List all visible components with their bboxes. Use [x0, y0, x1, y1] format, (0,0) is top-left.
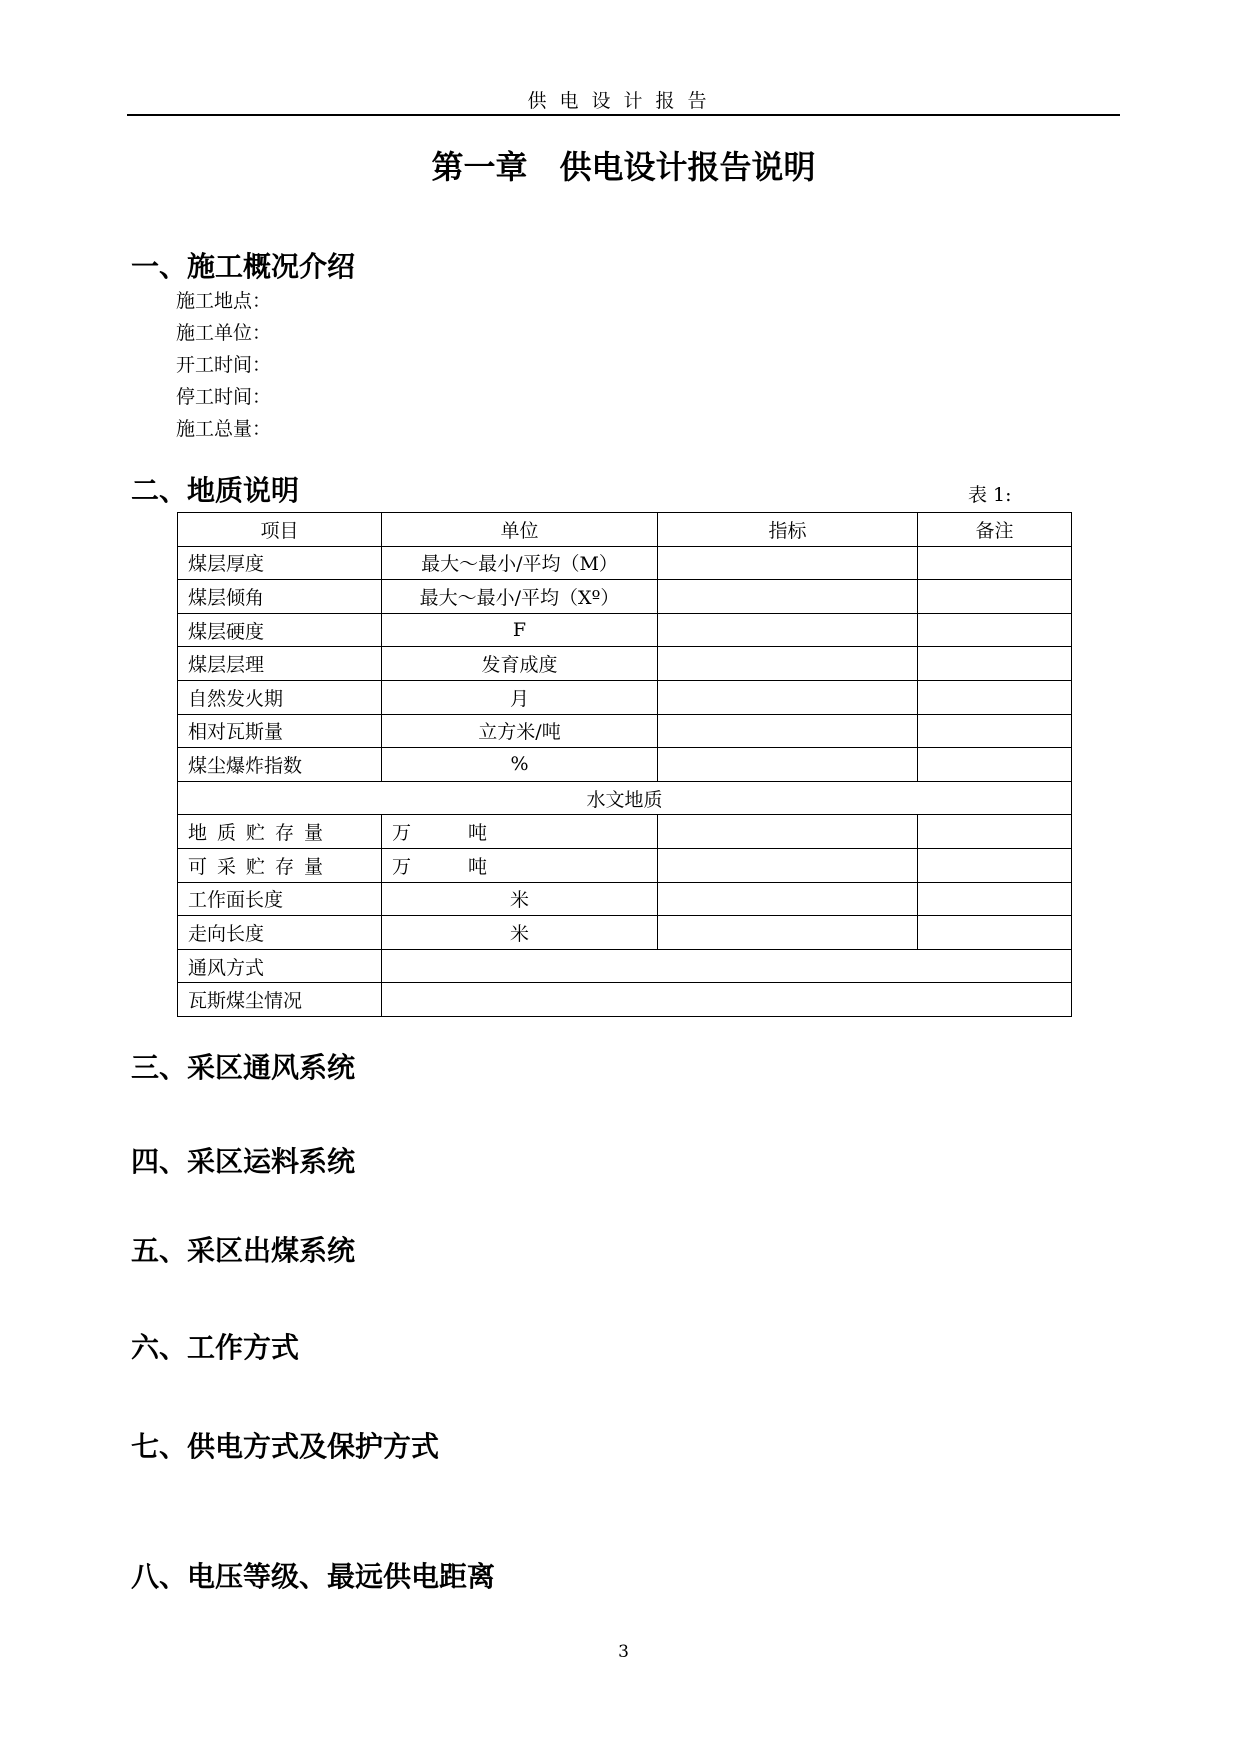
table-row [178, 748, 1072, 782]
row-item: 走向长度 [178, 916, 382, 950]
row-remarks-cell [918, 815, 1072, 849]
row-unit: 万 吨 [382, 815, 658, 849]
row-unit: 立方米/吨 [382, 714, 658, 748]
row-remarks-cell [918, 848, 1072, 882]
header-divider [127, 114, 1120, 116]
row-item: 自然发火期 [178, 680, 382, 714]
table-row [178, 882, 1072, 916]
row-indicator-cell [658, 680, 918, 714]
field-construction-unit: 施工单位： [176, 322, 272, 344]
row-item: 地质贮存量 [178, 815, 382, 849]
row-item: 煤层厚度 [178, 546, 382, 580]
field-stop-time: 停工时间： [176, 386, 272, 408]
row-item: 煤层硬度 [178, 613, 382, 647]
row-unit: 万 吨 [382, 848, 658, 882]
row-unit: F [382, 613, 658, 647]
table-row [178, 815, 1072, 849]
running-header: 供电设计报告 [527, 90, 720, 112]
row-remarks-cell [918, 546, 1072, 580]
row-indicator-cell [658, 748, 918, 782]
table-section-row [178, 781, 1072, 815]
row-unit: % [382, 748, 658, 782]
row-item: 煤层倾角 [178, 580, 382, 614]
table-row [178, 680, 1072, 714]
row-unit: 最大～最小/平均（Xº） [382, 580, 658, 614]
row-unit: 发育成度 [382, 647, 658, 681]
header-unit: 单位 [382, 513, 658, 547]
geology-table [177, 512, 1072, 1017]
section-heading-voltage-distance: 八、电压等级、最远供电距离 [131, 1560, 496, 1593]
field-construction-site: 施工地点： [176, 290, 272, 312]
table-row [178, 949, 1072, 983]
row-value-cell [382, 949, 1072, 983]
header-remarks: 备注 [918, 513, 1072, 547]
row-indicator-cell [658, 647, 918, 681]
row-remarks-cell [918, 916, 1072, 950]
section-heading-material-transport: 四、采区运料系统 [131, 1145, 356, 1178]
row-remarks-cell [918, 580, 1072, 614]
row-indicator-cell [658, 815, 918, 849]
row-remarks-cell [918, 647, 1072, 681]
table-row [178, 916, 1072, 950]
row-remarks-cell [918, 882, 1072, 916]
row-unit: 米 [382, 882, 658, 916]
hydrogeology-label: 水文地质 [178, 781, 1072, 815]
table-row [178, 546, 1072, 580]
row-indicator-cell [658, 848, 918, 882]
section-heading-geology: 二、地质说明 [131, 474, 300, 507]
table-row [178, 613, 1072, 647]
table-row [178, 983, 1072, 1017]
row-unit: 最大～最小/平均（M） [382, 546, 658, 580]
row-indicator-cell [658, 580, 918, 614]
section-heading-overview: 一、施工概况介绍 [131, 250, 356, 283]
row-indicator-cell [658, 714, 918, 748]
row-remarks-cell [918, 714, 1072, 748]
table-row [178, 714, 1072, 748]
section-heading-work-mode: 六、工作方式 [131, 1331, 300, 1364]
row-remarks-cell [918, 680, 1072, 714]
row-value-cell [382, 983, 1072, 1017]
row-item: 工作面长度 [178, 882, 382, 916]
row-item: 煤尘爆炸指数 [178, 748, 382, 782]
row-item: 相对瓦斯量 [178, 714, 382, 748]
table-row [178, 580, 1072, 614]
table-caption: 表 1: [968, 484, 1012, 506]
header-item: 项目 [178, 513, 382, 547]
row-item: 煤层层理 [178, 647, 382, 681]
header-indicator: 指标 [658, 513, 918, 547]
row-item: 可采贮存量 [178, 848, 382, 882]
row-indicator-cell [658, 546, 918, 580]
row-unit: 米 [382, 916, 658, 950]
field-start-time: 开工时间： [176, 354, 272, 376]
table-row [178, 647, 1072, 681]
chapter-title: 第一章 供电设计报告说明 [431, 148, 816, 186]
row-indicator-cell [658, 613, 918, 647]
section-heading-ventilation: 三、采区通风系统 [131, 1051, 356, 1084]
table-header-row [178, 513, 1072, 547]
row-indicator-cell [658, 882, 918, 916]
field-total-amount: 施工总量： [176, 418, 272, 440]
row-item: 通风方式 [178, 949, 382, 983]
table-row [178, 848, 1072, 882]
row-remarks-cell [918, 748, 1072, 782]
row-indicator-cell [658, 916, 918, 950]
row-item: 瓦斯煤尘情况 [178, 983, 382, 1017]
row-remarks-cell [918, 613, 1072, 647]
page-number: 3 [618, 1642, 629, 1662]
section-heading-power-supply: 七、供电方式及保护方式 [131, 1430, 440, 1463]
section-heading-coal-output: 五、采区出煤系统 [131, 1234, 356, 1267]
row-unit: 月 [382, 680, 658, 714]
